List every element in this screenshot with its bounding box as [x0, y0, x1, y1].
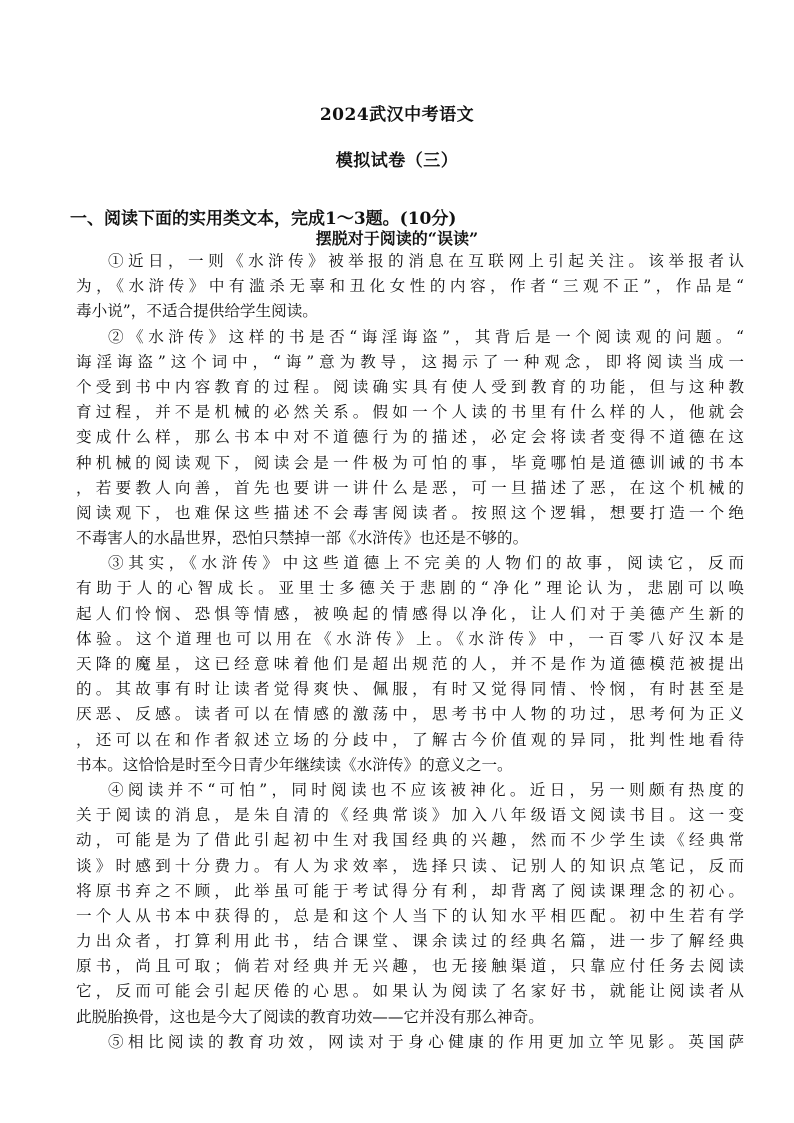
- article-line: 变成什么样，那么书本中对不道德行为的描述，必定会将读者变得不道德在这: [76, 428, 744, 447]
- article-line: 有助于人的心智成长。亚里士多德关于悲剧的“净化”理论认为，悲剧可以唤: [76, 579, 744, 598]
- article-line: 起人们怜悯、恐惧等情感，被唤起的情感得以净化，让人们对于美德产生新的: [76, 604, 744, 623]
- article-line: 诲淫诲盗”这个词中，“诲”意为教导，这揭示了一种观念，即将阅读当成一: [76, 352, 744, 371]
- article-line: 为，《水浒传》中有滥杀无辜和丑化女性的内容，作者“三观不正”，作品是“: [76, 277, 744, 296]
- article-line: ④阅读并不“可怕”，同时阅读也不应该被神化。近日，另一则颇有热度的: [108, 780, 744, 799]
- article-line: 原书，尚且可取；倘若对经典并无兴趣，也无接触渠道，只靠应付任务去阅读: [76, 957, 744, 976]
- article-line: 谈》时感到十分费力。有人为求效率，选择只读、记别人的知识点笔记，反而: [76, 856, 744, 875]
- section-heading: 一、阅读下面的实用类文本，完成1～3题。(10分): [70, 209, 457, 229]
- article-line: ⑤相比阅读的教育功效，网读对于身心健康的作用更加立竿见影。英国萨: [108, 1032, 744, 1051]
- article-line: 个受到书中内容教育的过程。阅读确实具有使人受到教育的功能，但与这种教: [76, 377, 744, 396]
- article-line: 体验。这个道理也可以用在《水浒传》上。《水浒传》中，一百零八好汉本是: [76, 629, 744, 648]
- article-line: 力出众者，打算利用此书，结合课堂、课余读过的经典名篇，进一步了解经典: [76, 932, 744, 951]
- document-title: 2024武汉中考语文: [319, 105, 475, 125]
- article-line: 一个人从书本中获得的，总是和这个人当下的认知水平相匹配。初中生若有学: [76, 906, 744, 925]
- article-line: 育过程，并不是机械的必然关系。假如一个人读的书里有什么样的人，他就会: [76, 403, 744, 422]
- article-line: 阅读观下，也难保这些描述不会毒害阅读者。按照这个逻辑，想要打造一个绝: [76, 503, 744, 522]
- article-line: 书本。这恰恰是时至今日青少年继续读《水浒传》的意义之一。: [76, 755, 513, 774]
- article-line: 毒小说”，不适合提供给学生阅读。: [76, 302, 318, 321]
- article-line: 天降的魔星，这已经意味着他们是超出规范的人，并不是作为道德模范被提出: [76, 655, 744, 673]
- article-line: ①近日，一则《水浒传》被举报的消息在互联网上引起关注。该举报者认: [108, 252, 744, 270]
- article-line: 厌恶、反感。读者可以在情感的激荡中，思考书中人物的功过，思考何为正义: [76, 705, 744, 724]
- article-line: ，若要教人向善，首先也要讲一讲什么是恶，可一旦描述了恶，在这个机械的: [76, 478, 744, 497]
- article-line: 关于阅读的消息，是朱自清的《经典常谈》加入八年级语文阅读书目。这一变: [76, 806, 744, 825]
- article-line: ②《水浒传》这样的书是否“诲淫诲盗”，其背后是一个阅读观的问题。“: [108, 327, 744, 346]
- article-line: ③其实，《水浒传》中这些道德上不完美的人物们的故事，阅读它，反而: [108, 554, 744, 573]
- article-line: 它，反而可能会引起厌倦的心思。如果认为阅读了名家好书，就能让阅读者从: [76, 982, 744, 1001]
- document-subtitle: 模拟试卷（三）: [335, 151, 459, 171]
- article-line: 的。其故事有时让读者觉得爽快、佩服，有时又觉得同情、怜悯，有时甚至是: [76, 680, 744, 699]
- article-line: ，还可以在和作者叙述立场的分歧中，了解古今价值观的异同，批判性地看待: [76, 730, 744, 749]
- article-line: 种机械的阅读观下，阅读会是一件极为可怕的事，毕竟哪怕是道德训诫的书本: [76, 453, 744, 472]
- article-line: 将原书弃之不顾，此举虽可能于考试得分有利，却背离了阅读课理念的初心。: [76, 881, 744, 900]
- article-line: 此脱胎换骨，这也是今大了阅读的教育功效——它并没有那么神奇。: [76, 1007, 544, 1026]
- article-line: 动，可能是为了借此引起初中生对我国经典的兴趣，然而不少学生读《经典常: [76, 831, 744, 850]
- article-line: 不毒害人的水晶世界，恐怕只禁掉一部《水浒传》也还是不够的。: [76, 529, 529, 548]
- article-body: [76, 249, 744, 1055]
- article-title: 摆脱对于阅读的“误读”: [315, 229, 479, 248]
